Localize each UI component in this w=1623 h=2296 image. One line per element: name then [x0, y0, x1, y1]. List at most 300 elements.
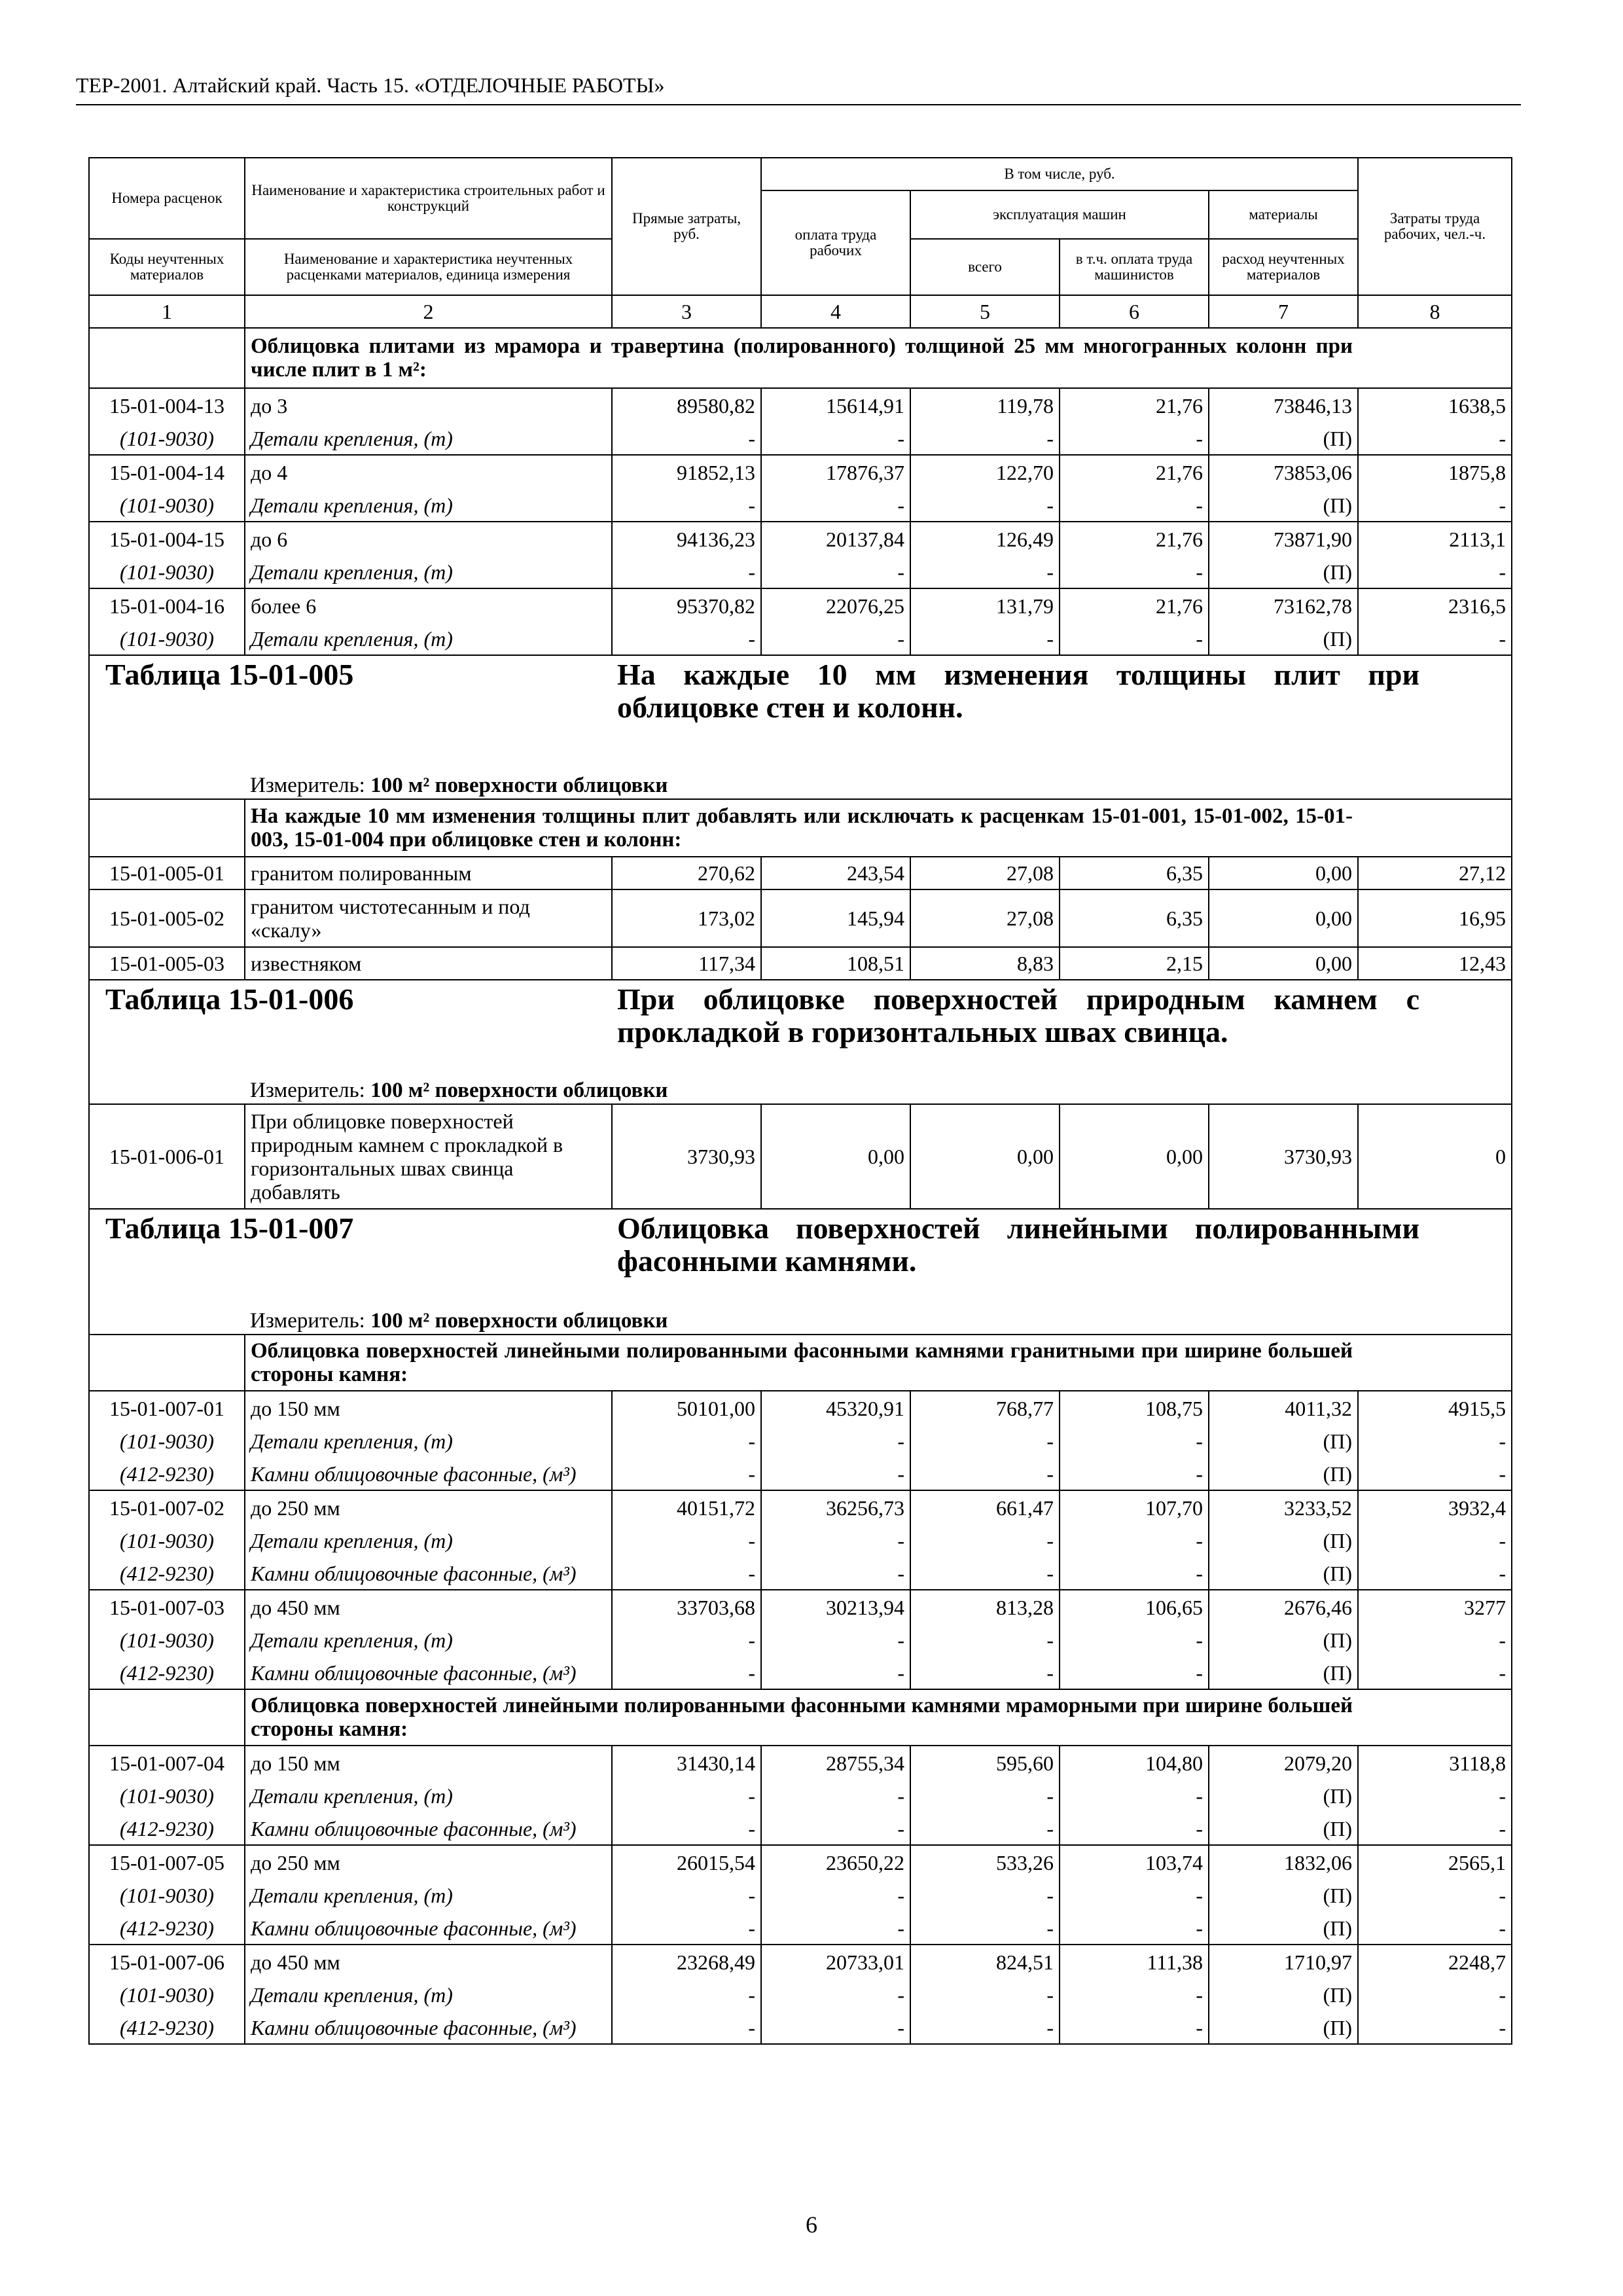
- value-cell: 173,02: [612, 889, 761, 947]
- rate-code: 15-01-007-02: [89, 1490, 245, 1524]
- value-cell: -: [910, 1657, 1060, 1689]
- rate-name: Камни облицовочные фасонные, (м³): [245, 2011, 612, 2044]
- rate-name: Детали крепления, (т): [245, 1979, 612, 2011]
- table-row: [89, 1912, 1512, 1945]
- rate-code: (101-9030): [89, 1624, 245, 1657]
- table-row: [89, 1780, 1512, 1812]
- rate-name: до 150 мм: [245, 1391, 612, 1425]
- value-cell: -: [1060, 1657, 1209, 1689]
- machines-header: эксплуатация машин: [910, 190, 1209, 239]
- materials-unacc-header: расход неучтенных материалов: [1209, 239, 1358, 295]
- value-cell: -: [1060, 1780, 1209, 1812]
- rate-code: (412-9230): [89, 1912, 245, 1945]
- table-label: Таблица 15-01-007: [89, 1209, 612, 1307]
- value-cell: -: [910, 1979, 1060, 2011]
- value-cell: (П): [1209, 622, 1358, 655]
- rate-name: до 3: [245, 388, 612, 422]
- value-cell: -: [761, 622, 910, 655]
- rate-name: Камни облицовочные фасонные, (м³): [245, 1458, 612, 1490]
- rate-code: (101-9030): [89, 1879, 245, 1912]
- value-cell: -: [1060, 1812, 1209, 1845]
- table-row: [89, 622, 1512, 655]
- value-cell: 20137,84: [761, 522, 910, 556]
- value-cell: 2565,1: [1358, 1845, 1512, 1879]
- value-cell: 33703,68: [612, 1590, 761, 1624]
- value-cell: -: [612, 1912, 761, 1945]
- value-cell: 21,76: [1060, 455, 1209, 489]
- value-cell: -: [1358, 556, 1512, 588]
- table-row: [89, 1490, 1512, 1524]
- rate-code: (412-9230): [89, 1557, 245, 1590]
- value-cell: -: [612, 1657, 761, 1689]
- value-cell: 813,28: [910, 1590, 1060, 1624]
- table-row: [89, 1524, 1512, 1557]
- rate-code: 15-01-004-14: [89, 455, 245, 489]
- value-cell: 12,43: [1358, 947, 1512, 980]
- value-cell: 122,70: [910, 455, 1060, 489]
- value-cell: -: [1060, 2011, 1209, 2044]
- rate-name: При облицовке поверхностей природным камнем с прокладкой в горизонтальных швах свинца добавлять: [245, 1104, 612, 1209]
- value-cell: 73846,13: [1209, 388, 1358, 422]
- value-cell: 768,77: [910, 1391, 1060, 1425]
- value-cell: 2676,46: [1209, 1590, 1358, 1624]
- value-cell: (П): [1209, 1657, 1358, 1689]
- table-row: [89, 1425, 1512, 1458]
- value-cell: -: [910, 2011, 1060, 2044]
- rate-code: 15-01-005-03: [89, 947, 245, 980]
- rate-code: 15-01-007-06: [89, 1945, 245, 1979]
- value-cell: 4915,5: [1358, 1391, 1512, 1425]
- value-cell: 15614,91: [761, 388, 910, 422]
- table-row: [89, 1945, 1512, 1979]
- value-cell: -: [612, 556, 761, 588]
- rate-code: (101-9030): [89, 489, 245, 522]
- value-cell: 4011,32: [1209, 1391, 1358, 1425]
- section-blank: [1358, 1689, 1512, 1746]
- value-cell: 27,08: [910, 857, 1060, 889]
- table-row: [89, 1845, 1512, 1879]
- rate-code: (101-9030): [89, 1524, 245, 1557]
- rate-name: Детали крепления, (т): [245, 1780, 612, 1812]
- materials-header: материалы: [1209, 190, 1358, 239]
- value-cell: -: [761, 1657, 910, 1689]
- value-cell: -: [612, 1557, 761, 1590]
- value-cell: 40151,72: [612, 1490, 761, 1524]
- rate-code: (101-9030): [89, 556, 245, 588]
- value-cell: -: [612, 422, 761, 455]
- price-table: [88, 157, 1512, 2045]
- value-cell: 1638,5: [1358, 388, 1512, 422]
- value-cell: 0,00: [1209, 857, 1358, 889]
- value-cell: -: [1358, 1557, 1512, 1590]
- table-row: [89, 947, 1512, 980]
- value-cell: 23650,22: [761, 1845, 910, 1879]
- value-cell: 0,00: [910, 1104, 1060, 1209]
- value-cell: -: [761, 1425, 910, 1458]
- rate-name: Детали крепления, (т): [245, 1425, 612, 1458]
- col-num: 3: [612, 295, 761, 328]
- value-cell: -: [910, 422, 1060, 455]
- rate-code: 15-01-007-03: [89, 1590, 245, 1624]
- rate-code: 15-01-004-15: [89, 522, 245, 556]
- col-num: 1: [89, 295, 245, 328]
- measure-blank: [89, 1307, 245, 1335]
- table-row: [89, 1391, 1512, 1425]
- value-cell: (П): [1209, 1624, 1358, 1657]
- value-cell: 22076,25: [761, 588, 910, 622]
- value-cell: -: [1358, 2011, 1512, 2044]
- value-cell: -: [1358, 1624, 1512, 1657]
- value-cell: 1875,8: [1358, 455, 1512, 489]
- value-cell: 8,83: [910, 947, 1060, 980]
- section-code-cell: [89, 1689, 245, 1746]
- value-cell: -: [761, 556, 910, 588]
- measure-cell: [245, 1077, 1512, 1104]
- value-cell: 23268,49: [612, 1945, 761, 1979]
- value-cell: -: [612, 2011, 761, 2044]
- value-cell: -: [612, 1812, 761, 1845]
- value-cell: -: [761, 1780, 910, 1812]
- measure-row: [89, 772, 1512, 799]
- value-cell: -: [1358, 1524, 1512, 1557]
- value-cell: 26015,54: [612, 1845, 761, 1879]
- table-row: [89, 1979, 1512, 2011]
- value-cell: -: [910, 622, 1060, 655]
- section-title: Облицовка поверхностей линейными полированными фасонными камнями гранитными при ширине большей стороны камня:: [245, 1335, 1358, 1391]
- measure-value: 100 м² поверхности облицовки: [370, 773, 668, 797]
- table-row: [89, 1624, 1512, 1657]
- value-cell: -: [1358, 1912, 1512, 1945]
- value-cell: -: [761, 2011, 910, 2044]
- labor-cost-header: Затраты труда рабочих, чел.-ч.: [1358, 158, 1512, 295]
- value-cell: 2248,7: [1358, 1945, 1512, 1979]
- col-num: 5: [910, 295, 1060, 328]
- value-cell: -: [761, 489, 910, 522]
- measure-prefix: Измеритель:: [250, 1078, 365, 1102]
- value-cell: 6,35: [1060, 889, 1209, 947]
- table-title-row: [89, 655, 1512, 772]
- rate-code: (412-9230): [89, 2011, 245, 2044]
- rate-name: Детали крепления, (т): [245, 1524, 612, 1557]
- section-code-cell: [89, 1335, 245, 1391]
- value-cell: 1832,06: [1209, 1845, 1358, 1879]
- table-row: [89, 1812, 1512, 1845]
- value-cell: -: [1060, 622, 1209, 655]
- value-cell: 2,15: [1060, 947, 1209, 980]
- value-cell: -: [910, 1879, 1060, 1912]
- value-cell: (П): [1209, 1780, 1358, 1812]
- rate-code: 15-01-006-01: [89, 1104, 245, 1209]
- value-cell: 0,00: [1209, 947, 1358, 980]
- value-cell: 2079,20: [1209, 1746, 1358, 1780]
- value-cell: 117,34: [612, 947, 761, 980]
- value-cell: 30213,94: [761, 1590, 910, 1624]
- value-cell: -: [1060, 556, 1209, 588]
- value-cell: -: [761, 1458, 910, 1490]
- value-cell: -: [1358, 1879, 1512, 1912]
- value-cell: -: [761, 1879, 910, 1912]
- rate-code: 15-01-004-16: [89, 588, 245, 622]
- column-numbers-row: [89, 295, 1512, 328]
- rate-code: (412-9230): [89, 1458, 245, 1490]
- col-num: 2: [245, 295, 612, 328]
- value-cell: 73853,06: [1209, 455, 1358, 489]
- value-cell: -: [910, 1812, 1060, 1845]
- value-cell: -: [761, 1912, 910, 1945]
- table-row: [89, 1879, 1512, 1912]
- col-name-header: Наименование и характеристика строительных работ и конструкций: [245, 158, 612, 239]
- section-title: Облицовка плитами из мрамора и травертина (полированного) толщиной 25 мм многогранных колонн при числе плит в 1 м²:: [245, 328, 1358, 388]
- value-cell: (П): [1209, 1524, 1358, 1557]
- value-cell: (П): [1209, 422, 1358, 455]
- col-direct-header: Прямые затраты, руб.: [612, 158, 761, 295]
- value-cell: (П): [1209, 2011, 1358, 2044]
- table-title-row: [89, 980, 1512, 1077]
- measure-value: 100 м² поверхности облицовки: [370, 1308, 668, 1333]
- value-cell: 3730,93: [1209, 1104, 1358, 1209]
- rate-name: Детали крепления, (т): [245, 622, 612, 655]
- table-row: [89, 1458, 1512, 1490]
- value-cell: -: [1060, 489, 1209, 522]
- rate-code: 15-01-005-01: [89, 857, 245, 889]
- value-cell: 17876,37: [761, 455, 910, 489]
- table-label: Таблица 15-01-006: [89, 980, 612, 1077]
- value-cell: 3730,93: [612, 1104, 761, 1209]
- value-cell: -: [761, 1979, 910, 2011]
- value-cell: -: [1358, 1812, 1512, 1845]
- value-cell: -: [910, 1524, 1060, 1557]
- value-cell: 95370,82: [612, 588, 761, 622]
- measure-row: [89, 1307, 1512, 1335]
- rate-name: Детали крепления, (т): [245, 422, 612, 455]
- value-cell: 94136,23: [612, 522, 761, 556]
- section-row: [89, 1689, 1512, 1746]
- value-cell: (П): [1209, 1979, 1358, 2011]
- rate-code: (101-9030): [89, 422, 245, 455]
- incl-header: В том числе, руб.: [761, 158, 1358, 190]
- value-cell: 1710,97: [1209, 1945, 1358, 1979]
- value-cell: -: [910, 1458, 1060, 1490]
- value-cell: -: [1358, 1979, 1512, 2011]
- page-number: 6: [806, 2212, 817, 2238]
- value-cell: -: [1060, 1979, 1209, 2011]
- section-blank: [1358, 328, 1512, 388]
- value-cell: -: [910, 1780, 1060, 1812]
- machines-total-header: всего: [910, 239, 1060, 295]
- value-cell: 3233,52: [1209, 1490, 1358, 1524]
- table-title-row: [89, 1209, 1512, 1307]
- value-cell: (П): [1209, 556, 1358, 588]
- value-cell: (П): [1209, 1879, 1358, 1912]
- value-cell: 27,08: [910, 889, 1060, 947]
- measure-prefix: Измеритель:: [250, 773, 365, 797]
- value-cell: -: [612, 1425, 761, 1458]
- table-row: [89, 522, 1512, 556]
- machines-incl-header: в т.ч. оплата труда машинистов: [1060, 239, 1209, 295]
- value-cell: 21,76: [1060, 522, 1209, 556]
- rate-name: Камни облицовочные фасонные, (м³): [245, 1557, 612, 1590]
- value-cell: -: [612, 1624, 761, 1657]
- rate-name: Детали крепления, (т): [245, 1624, 612, 1657]
- rate-name: до 250 мм: [245, 1845, 612, 1879]
- rate-name: Камни облицовочные фасонные, (м³): [245, 1812, 612, 1845]
- value-cell: -: [1358, 1458, 1512, 1490]
- value-cell: -: [910, 556, 1060, 588]
- value-cell: (П): [1209, 1557, 1358, 1590]
- value-cell: 89580,82: [612, 388, 761, 422]
- table-row: [89, 857, 1512, 889]
- section-blank: [1358, 799, 1512, 857]
- table-row: [89, 1557, 1512, 1590]
- value-cell: 106,65: [1060, 1590, 1209, 1624]
- value-cell: -: [1060, 1524, 1209, 1557]
- rate-name: Камни облицовочные фасонные, (м³): [245, 1657, 612, 1689]
- rate-name: Детали крепления, (т): [245, 489, 612, 522]
- table-row: [89, 455, 1512, 489]
- value-cell: 0,00: [761, 1104, 910, 1209]
- value-cell: -: [1358, 1425, 1512, 1458]
- value-cell: -: [612, 622, 761, 655]
- measure-prefix: Измеритель:: [250, 1308, 365, 1333]
- value-cell: 21,76: [1060, 588, 1209, 622]
- value-cell: 45320,91: [761, 1391, 910, 1425]
- measure-cell: [245, 772, 1512, 799]
- rate-code: (101-9030): [89, 1979, 245, 2011]
- rate-code: (101-9030): [89, 1780, 245, 1812]
- col-code-header: Номера расценок: [89, 158, 245, 239]
- mat-names-header: Наименование и характеристика неучтенных расценками материалов, единица измерения: [245, 239, 612, 295]
- value-cell: 243,54: [761, 857, 910, 889]
- mat-codes-header: Коды неучтенных материалов: [89, 239, 245, 295]
- value-cell: 119,78: [910, 388, 1060, 422]
- value-cell: 108,75: [1060, 1391, 1209, 1425]
- rate-name: гранитом чистотесанным и под «скалу»: [245, 889, 612, 947]
- value-cell: 104,80: [1060, 1746, 1209, 1780]
- value-cell: -: [612, 1879, 761, 1912]
- value-cell: -: [1060, 1624, 1209, 1657]
- rate-name: гранитом полированным: [245, 857, 612, 889]
- value-cell: -: [1060, 1912, 1209, 1945]
- section-code-cell: [89, 799, 245, 857]
- page-header: ТЕР-2001. Алтайский край. Часть 15. «ОТДЕЛОЧНЫЕ РАБОТЫ»: [76, 73, 1521, 105]
- value-cell: -: [1060, 1425, 1209, 1458]
- section-title: На каждые 10 мм изменения толщины плит добавлять или исключать к расценкам 15-01-001, 15-01-002, 15-01-003, 15-01-004 при облицовке стен и колонн:: [245, 799, 1358, 857]
- rate-name: Детали крепления, (т): [245, 556, 612, 588]
- rate-name: Детали крепления, (т): [245, 1879, 612, 1912]
- section-code-cell: [89, 328, 245, 388]
- rate-code: 15-01-007-05: [89, 1845, 245, 1879]
- value-cell: -: [761, 1812, 910, 1845]
- value-cell: 6,35: [1060, 857, 1209, 889]
- value-cell: -: [910, 1425, 1060, 1458]
- table-row: [89, 1657, 1512, 1689]
- section-row: [89, 328, 1512, 388]
- rate-code: (101-9030): [89, 622, 245, 655]
- value-cell: -: [910, 1624, 1060, 1657]
- value-cell: 31430,14: [612, 1746, 761, 1780]
- value-cell: 131,79: [910, 588, 1060, 622]
- section-row: [89, 799, 1512, 857]
- rate-name: до 150 мм: [245, 1746, 612, 1780]
- table-title: При облицовке поверхностей природным камнем с прокладкой в горизонтальных швах свинца.: [612, 980, 1512, 1077]
- table-row: [89, 1104, 1512, 1209]
- rate-name: до 250 мм: [245, 1490, 612, 1524]
- value-cell: (П): [1209, 1812, 1358, 1845]
- value-cell: 0: [1358, 1104, 1512, 1209]
- table-row: [89, 588, 1512, 622]
- value-cell: -: [910, 1557, 1060, 1590]
- value-cell: -: [612, 1458, 761, 1490]
- measure-row: [89, 1077, 1512, 1104]
- value-cell: -: [612, 489, 761, 522]
- value-cell: 2316,5: [1358, 588, 1512, 622]
- value-cell: 50101,00: [612, 1391, 761, 1425]
- section-blank: [1358, 1335, 1512, 1391]
- section-title: Облицовка поверхностей линейными полированными фасонными камнями мраморными при ширине большей стороны камня:: [245, 1689, 1358, 1746]
- value-cell: -: [910, 489, 1060, 522]
- value-cell: -: [612, 1780, 761, 1812]
- col-num: 4: [761, 295, 910, 328]
- table-row: [89, 889, 1512, 947]
- value-cell: -: [1060, 1879, 1209, 1912]
- table-row: [89, 1746, 1512, 1780]
- table-row: [89, 2011, 1512, 2044]
- value-cell: 111,38: [1060, 1945, 1209, 1979]
- table-row: [89, 556, 1512, 588]
- value-cell: 73871,90: [1209, 522, 1358, 556]
- value-cell: -: [1358, 622, 1512, 655]
- value-cell: -: [761, 1524, 910, 1557]
- rate-code: (412-9230): [89, 1657, 245, 1689]
- table-row: [89, 422, 1512, 455]
- rate-code: 15-01-007-01: [89, 1391, 245, 1425]
- value-cell: 21,76: [1060, 388, 1209, 422]
- value-cell: 145,94: [761, 889, 910, 947]
- value-cell: -: [1358, 489, 1512, 522]
- value-cell: 28755,34: [761, 1746, 910, 1780]
- rate-name: Камни облицовочные фасонные, (м³): [245, 1912, 612, 1945]
- value-cell: 36256,73: [761, 1490, 910, 1524]
- rate-name: до 450 мм: [245, 1945, 612, 1979]
- rate-name: известняком: [245, 947, 612, 980]
- col-num: 7: [1209, 295, 1358, 328]
- value-cell: (П): [1209, 1425, 1358, 1458]
- value-cell: 270,62: [612, 857, 761, 889]
- value-cell: -: [1358, 1780, 1512, 1812]
- value-cell: -: [612, 1524, 761, 1557]
- value-cell: 73162,78: [1209, 588, 1358, 622]
- section-row: [89, 1335, 1512, 1391]
- measure-blank: [89, 1077, 245, 1104]
- value-cell: 103,74: [1060, 1845, 1209, 1879]
- value-cell: 91852,13: [612, 455, 761, 489]
- measure-blank: [89, 772, 245, 799]
- col-num: 8: [1358, 295, 1512, 328]
- rate-name: более 6: [245, 588, 612, 622]
- rate-code: (412-9230): [89, 1812, 245, 1845]
- value-cell: 533,26: [910, 1845, 1060, 1879]
- value-cell: (П): [1209, 1458, 1358, 1490]
- rate-code: 15-01-007-04: [89, 1746, 245, 1780]
- measure-cell: [245, 1307, 1512, 1335]
- value-cell: -: [1060, 1557, 1209, 1590]
- value-cell: (П): [1209, 489, 1358, 522]
- value-cell: 595,60: [910, 1746, 1060, 1780]
- value-cell: 20733,01: [761, 1945, 910, 1979]
- value-cell: 108,51: [761, 947, 910, 980]
- value-cell: 824,51: [910, 1945, 1060, 1979]
- rate-code: 15-01-005-02: [89, 889, 245, 947]
